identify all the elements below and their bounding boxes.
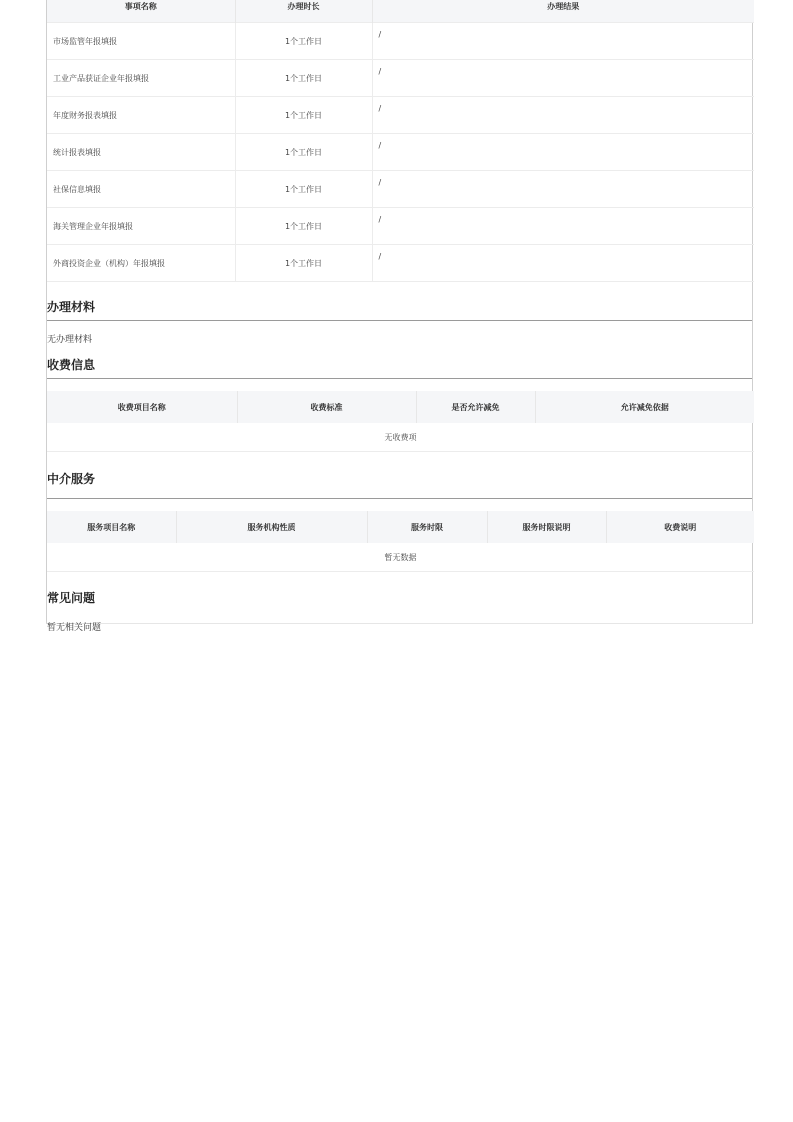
materials-text: 无办理材料 [47, 335, 93, 345]
materials-divider [47, 320, 752, 321]
table-row [47, 97, 754, 134]
agency-header-item: 服务项目名称 [47, 511, 176, 543]
items-header-name: 事项名称 [47, 0, 235, 23]
table-row [47, 23, 754, 60]
fees-header-item: 收费项目名称 [47, 391, 237, 423]
item-duration: 1个工作日 [235, 23, 372, 60]
item-result: / [372, 23, 754, 60]
table-row [47, 245, 754, 282]
agency-empty-text: 暂无数据 [47, 543, 754, 572]
materials-title: 办理材料 [47, 300, 96, 314]
item-duration: 1个工作日 [235, 208, 372, 245]
agency-header-fee-note: 收费说明 [606, 511, 754, 543]
fees-empty-row [47, 423, 754, 452]
fees-table [47, 391, 754, 452]
table-row [47, 171, 754, 208]
item-duration: 1个工作日 [235, 134, 372, 171]
items-table-header-row [47, 0, 754, 23]
item-duration: 1个工作日 [235, 60, 372, 97]
fees-divider [47, 378, 752, 379]
agency-table [47, 511, 754, 572]
agency-header-nature: 服务机构性质 [176, 511, 367, 543]
fees-title: 收费信息 [47, 358, 96, 372]
table-row [47, 134, 754, 171]
agency-divider [47, 498, 752, 499]
table-row [47, 208, 754, 245]
item-duration: 1个工作日 [235, 245, 372, 282]
item-result: / [372, 171, 754, 208]
item-result: / [372, 60, 754, 97]
item-name: 统计报表填报 [47, 134, 235, 171]
item-duration: 1个工作日 [235, 97, 372, 134]
item-result: / [372, 245, 754, 282]
items-header-result: 办理结果 [372, 0, 754, 23]
agency-header-time-note: 服务时限说明 [487, 511, 606, 543]
item-name: 社保信息填报 [47, 171, 235, 208]
agency-header-time-limit: 服务时限 [367, 511, 487, 543]
agency-title: 中介服务 [47, 472, 96, 486]
items-header-duration: 办理时长 [235, 0, 372, 23]
agency-table-header-row [47, 511, 754, 543]
item-name: 市场监管年报填报 [47, 23, 235, 60]
faq-text: 暂无相关问题 [47, 623, 102, 633]
item-result: / [372, 97, 754, 134]
fees-empty-text: 无收费项 [47, 423, 754, 452]
item-result: / [372, 134, 754, 171]
item-name: 海关管理企业年报填报 [47, 208, 235, 245]
item-result: / [372, 208, 754, 245]
items-table [47, 0, 754, 282]
agency-empty-row [47, 543, 754, 572]
fees-header-waiver-basis: 允许减免依据 [535, 391, 754, 423]
table-row [47, 60, 754, 97]
service-guide-panel [46, 0, 753, 633]
fees-header-standard: 收费标准 [237, 391, 416, 423]
fees-header-waivable: 是否允许减免 [416, 391, 535, 423]
faq-title: 常见问题 [47, 591, 96, 605]
item-name: 年度财务报表填报 [47, 97, 235, 134]
fees-table-header-row [47, 391, 754, 423]
item-name: 工业产品获证企业年报填报 [47, 60, 235, 97]
item-duration: 1个工作日 [235, 171, 372, 208]
item-name: 外商投资企业（机构）年报填报 [47, 245, 235, 282]
